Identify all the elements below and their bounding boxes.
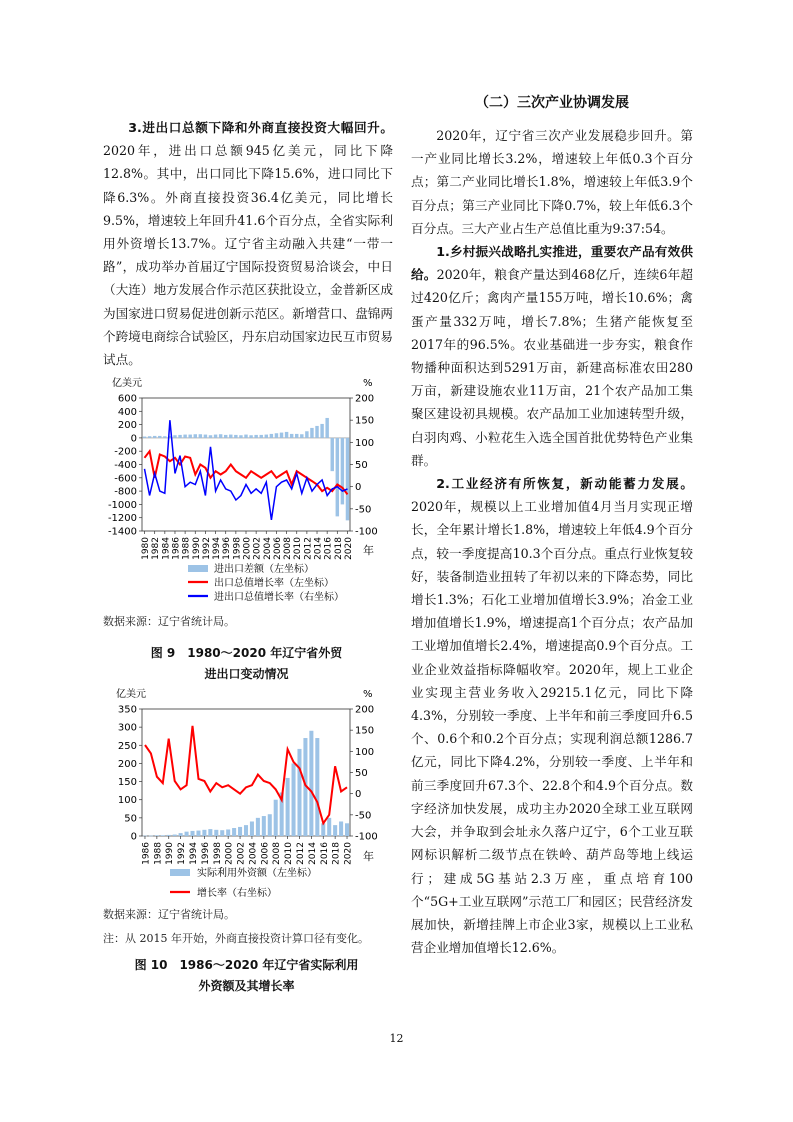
- trade-body: 2020年，进出口总额945亿美元，同比下降12.8%。其中，出口同比下降15.6%，进口同比下降6.3%。外商直接投资36.4亿美元，同比增长9.5%，增速较上年回升41.6个百分点，全省实际利用外资增长13.7%。辽宁省主动融入共建“一带一路”，成功举办首届辽宁国际投资贸易洽谈会，中日（大连）地方发展合作示范区获批设立，金普新区成为国家进口贸易促进创新示范区。新增营口、盘锦两个跨境电商综合试验区，丹东启动国家边民互市贸易试点。: [103, 143, 393, 368]
- fig10-bar: [155, 835, 159, 836]
- fig10-left-unit: 亿美元: [116, 689, 146, 700]
- fig9-right-tick-label: -50: [355, 504, 372, 516]
- fig9-bar: [336, 438, 339, 516]
- fig10-x-tick-label: 1990: [165, 842, 176, 865]
- fig9-x-tick-label: 1992: [201, 537, 212, 560]
- fig10-left-tick-label: 100: [117, 795, 137, 807]
- fig10-source: 数据来源：辽宁省统计局。: [103, 908, 235, 921]
- fig10-x-tick-label: 1998: [212, 842, 223, 865]
- fig10-x-tick-label: 2020: [343, 842, 354, 865]
- fig10-bar: [256, 818, 260, 836]
- industry-overview: 2020年，辽宁省三次产业发展稳步回升。第一产业同比增长3.2%，增速较上年低0.3个百分点；第二产业同比增长1.8%，增速较上年低3.9个百分点；第三产业同比下降0.7%，较上年低6.3个百分点。三大产业占生产总值比重为9:37:54。: [411, 128, 693, 236]
- fig10-legend: [170, 866, 317, 899]
- agriculture-body: 2020年，粮食产量达到468亿斤，连续6年超过420亿斤；禽肉产量155万吨，增长10.6%；禽蛋产量332万吨，增长7.8%；生猪产能恢复至2017年的96.5%。农业基础进一步夯实，粮食作物播种面积达到5291万亩，新建高标准农田280万亩，新建设施农业11万亩，21个农产品加工集聚区建设初具规模。农产品加工业加速转型升级，白羽肉鸡、小粒花生入选全国首批优势特色产业集群。: [411, 267, 693, 468]
- fig10-bar: [274, 800, 278, 836]
- fig9-caption-line1: 图 9 1980～2020 年辽宁省外贸: [150, 646, 343, 660]
- fig10-x-tick-label: 2006: [260, 842, 271, 865]
- figure10-chart: [100, 686, 390, 906]
- fig10-bar: [268, 814, 272, 836]
- fig10-left-tick-label: 150: [117, 777, 137, 789]
- fig9-bar: [153, 436, 156, 438]
- fig9-x-tick-label: 1990: [191, 537, 202, 560]
- fig9-bar: [214, 435, 217, 438]
- fig10-left-tick-label: 250: [117, 740, 137, 752]
- left-column: [103, 116, 393, 371]
- fig10-bar: [238, 827, 242, 836]
- fig10-left-tick-label: 350: [117, 704, 137, 716]
- fig9-right-tick-label: 100: [355, 437, 375, 449]
- fig10-bar: [262, 816, 266, 836]
- fig9-bar: [320, 424, 323, 438]
- fig9-bar: [173, 435, 176, 438]
- fig9-left-unit: 亿美元: [112, 378, 142, 389]
- fig10-right-unit: %: [363, 689, 373, 700]
- fig10-bar: [190, 831, 194, 836]
- fig9-bar: [224, 435, 227, 438]
- fig10-bar: [345, 823, 349, 836]
- fig10-bar: [286, 778, 290, 836]
- fig10-right-tick-label: -100: [355, 831, 378, 843]
- section-title: （二）三次产业协调发展: [475, 95, 629, 111]
- industry-paragraph: [411, 472, 693, 959]
- fig9-left-tick-label: -200: [114, 446, 137, 458]
- fig9-source: 数据来源：辽宁省统计局。: [103, 615, 235, 628]
- fig9-bar: [194, 434, 197, 438]
- fig9-bar: [234, 435, 237, 438]
- fig9-right-tick-label: -100: [355, 526, 378, 538]
- fig10-caption-line2: 外资额及其增长率: [198, 979, 295, 993]
- fig10-bar: [297, 749, 301, 836]
- fig10-bar: [315, 738, 319, 836]
- fig9-bar: [290, 434, 293, 438]
- fig9-bar: [259, 435, 262, 438]
- fig9-bar: [341, 438, 344, 505]
- fig9-bar: [178, 435, 181, 438]
- fig10-right-tick-label: 200: [355, 704, 375, 716]
- fig9-bar: [199, 434, 202, 438]
- fig9-bar: [315, 426, 318, 438]
- fig9-year-label: 年: [363, 544, 374, 557]
- fig9-x-tick-label: 1994: [212, 537, 223, 560]
- fig9-bar: [143, 437, 146, 438]
- fig10-caption-line1: 图 10 1986～2020 年辽宁省实际利用: [134, 958, 359, 972]
- fig9-left-tick-label: 0: [130, 433, 137, 445]
- fig10-left-tick-label: 300: [117, 722, 137, 734]
- fig10-bar: [226, 829, 230, 836]
- fig9-x-tick-label: 1988: [181, 537, 192, 560]
- fig9-x-tick-label: 2014: [313, 537, 324, 560]
- fig9-x-tick-label: 2010: [293, 537, 304, 560]
- fig10-bar: [196, 831, 200, 836]
- fig10-bar: [167, 835, 171, 836]
- fig9-left-tick-label: 600: [117, 393, 137, 405]
- fig9-x-tick-label: 2008: [283, 537, 294, 560]
- fig9-bar: [183, 435, 186, 438]
- fig10-legend-red: 增长率（右坐标）: [197, 888, 277, 899]
- figure9-chart: [100, 372, 390, 612]
- fig9-bar: [270, 434, 273, 438]
- fig10-bar: [244, 825, 248, 836]
- fig10-bar: [208, 829, 212, 836]
- fig9-right-tick-label: 0: [355, 482, 362, 494]
- fig10-bar: [220, 830, 224, 836]
- fig9-bar: [148, 436, 151, 438]
- fig9-bar: [188, 435, 191, 438]
- fig10-bar: [333, 825, 337, 836]
- fig10-x-tick-label: 2008: [272, 842, 283, 865]
- industry-body: 2020年，规模以上工业增加值4月当月实现正增长，全年累计增长1.8%，增速较上年低4.9个百分点，较一季度提高10.3个百分点。重点行业恢复较好，装备制造业扭转了年初以来的下降态势，同比增长1.3%；石化工业增加值增长3.9%；冶金工业增加值增长1.9%，增速提高1个百分点；农产品加工业增加值增长2.4%，增速提高0.9个百分点。工业企业效益指标降幅收窄。2020年，规上工业企业实现主营业务收入29215.1亿元，同比下降4.3%，分别较一季度、上半年和前三季度回升6.5个、0.6个和0.2个百分点；实现利润总额1286.7亿元，同比下降4.2%，分别较一季度、上半年和前三季度回升67.3个、22.8个和4.9个百分点。数字经济加快发展，成功主办2020全球工业互联网大会，并争取到会址永久落户辽宁，6个工业互联网标识解析二级节点在铁岭、葫芦岛等地上线运行；建成5G基站2.3万座，重点培育100个“5G+工业互联网”示范工厂和园区；民营经济发展加快，新增挂牌上市企业3家，规模以上工业私营企业增加值增长12.6%。: [411, 499, 693, 956]
- agriculture-heading: 1.乡村振兴战略扎实推进，重要农产品有效供给。: [411, 244, 693, 283]
- fig10-x-tick-label: 1986: [141, 842, 152, 865]
- fig10-note: 注：从 2015 年开始，外商直接投资计算口径有变化。: [103, 932, 369, 945]
- fig9-bar: [244, 435, 247, 438]
- fig10-x-tick-label: 2002: [236, 842, 247, 865]
- fig10-plot-area: [118, 705, 378, 865]
- fig9-x-tick-label: 1986: [171, 537, 182, 560]
- fig9-x-tick-label: 2002: [252, 537, 263, 560]
- fig9-legend-red: 出口总值增长率（左坐标）: [214, 578, 334, 589]
- fig10-bar: [292, 763, 296, 836]
- fig10-bar: [339, 821, 343, 836]
- fig9-plot-area: [108, 394, 378, 560]
- fig9-left-tick-label: -1000: [107, 499, 137, 511]
- fig9-legend-bar-swatch: [188, 565, 208, 572]
- fig10-legend-bar: 实际利用外资额（左坐标）: [197, 868, 317, 879]
- fig10-bar: [250, 821, 254, 836]
- fig10-x-tick-label: 1992: [177, 842, 188, 865]
- fig9-bar: [310, 428, 313, 438]
- fig9-x-tick-label: 2018: [333, 537, 344, 560]
- right-column: [411, 92, 693, 959]
- fig9-bar: [163, 436, 166, 438]
- fig10-legend-bar-swatch: [170, 869, 190, 876]
- fig10-bar: [173, 835, 177, 836]
- fig9-bar: [204, 435, 207, 438]
- fig9-bar: [305, 431, 308, 438]
- fig9-x-tick-label: 2004: [262, 537, 273, 560]
- fig9-caption: [103, 643, 390, 685]
- fig9-left-tick-label: -800: [114, 486, 137, 498]
- fig9-frame: [142, 398, 350, 531]
- fig10-x-tick-label: 2010: [284, 842, 295, 865]
- fig10-x-tick-label: 2000: [224, 842, 235, 865]
- fig9-legend: [188, 562, 344, 603]
- fig9-left-tick-label: -1200: [107, 513, 137, 525]
- fig9-x-tick-label: 1996: [222, 537, 233, 560]
- fig9-left-tick-label: -400: [114, 460, 137, 471]
- fig9-caption-line2: 进出口变动情况: [204, 667, 289, 681]
- fig9-right-tick-label: 50: [355, 460, 368, 471]
- fig9-x-tick-label: 1982: [151, 537, 162, 560]
- trade-paragraph: [103, 116, 393, 371]
- fig9-bar: [285, 432, 288, 438]
- fig9-left-tick-label: 200: [117, 420, 137, 432]
- fig9-left-tick-label: -600: [114, 473, 137, 485]
- fig10-x-tick-label: 1996: [200, 842, 211, 865]
- fig10-x-tick-label: 1988: [153, 842, 164, 865]
- fig10-bar: [214, 830, 218, 836]
- fig10-bar: [321, 823, 325, 836]
- fig9-left-tick-label: -1400: [107, 526, 137, 538]
- fig9-x-tick-label: 2000: [242, 537, 253, 560]
- fig9-right-tick-label: 200: [355, 393, 375, 405]
- fig9-left-tick-label: 400: [117, 406, 137, 418]
- fig10-right-tick-label: 150: [355, 725, 375, 737]
- fig9-bar: [229, 435, 232, 438]
- fig10-bar: [202, 830, 206, 836]
- fig10-x-tick-label: 1994: [189, 842, 200, 865]
- fig10-bar: [149, 836, 153, 837]
- fig10-x-tick-label: 2014: [307, 842, 318, 865]
- fig9-x-tick-label: 1998: [232, 537, 243, 560]
- fig9-x-tick-label: 1980: [141, 537, 152, 560]
- fig9-x-tick-label: 1984: [161, 537, 172, 560]
- trade-heading: 3.进出口总额下降和外商直接投资大幅回升。: [128, 120, 393, 135]
- fig9-x-tick-label: 2012: [303, 537, 314, 560]
- fig9-legend-blue: 进出口总值增长率（右坐标）: [214, 592, 344, 603]
- fig9-bar: [254, 435, 257, 438]
- fig9-x-tick-label: 2020: [343, 537, 354, 560]
- fig9-bar: [300, 434, 303, 438]
- fig10-x-tick-label: 2004: [248, 842, 259, 865]
- fig10-bar: [185, 832, 189, 836]
- fig10-bar: [327, 818, 331, 836]
- fig9-bar: [209, 435, 212, 438]
- fig9-bar: [249, 435, 252, 438]
- agriculture-paragraph: [411, 240, 693, 472]
- fig10-bar: [309, 731, 313, 836]
- fig9-bar: [331, 438, 334, 471]
- fig9-bar: [239, 435, 242, 438]
- fig10-caption: [103, 955, 390, 997]
- fig9-bar: [158, 436, 161, 438]
- fig9-right-tick-label: 150: [355, 415, 375, 427]
- fig9-bar: [280, 433, 283, 438]
- fig9-x-tick-label: 2016: [323, 537, 334, 560]
- fig10-x-tick-label: 2018: [331, 842, 342, 865]
- fig10-year-label: 年: [363, 850, 374, 863]
- fig9-bar: [275, 433, 278, 438]
- fig10-right-tick-label: -50: [355, 810, 372, 822]
- fig10-left-tick-label: 50: [124, 813, 137, 825]
- fig9-bar: [265, 435, 268, 438]
- page-number: 12: [389, 1032, 404, 1045]
- fig9-bar: [219, 434, 222, 438]
- fig10-right-tick-label: 50: [355, 768, 368, 779]
- fig10-right-tick-label: 0: [355, 789, 362, 801]
- fig10-left-tick-label: 0: [130, 831, 137, 843]
- fig10-bar: [179, 833, 183, 836]
- fig9-x-tick-label: 2006: [272, 537, 283, 560]
- fig9-bar: [295, 434, 298, 438]
- fig9-bar: [346, 438, 349, 520]
- fig10-bar: [161, 835, 165, 836]
- fig10-x-tick-label: 2012: [295, 842, 306, 865]
- fig10-bar: [232, 828, 236, 836]
- fig9-right-unit: %: [363, 378, 373, 389]
- fig10-right-tick-label: 100: [355, 746, 375, 758]
- industry-heading: 2.工业经济有所恢复，新动能蓄力发展。: [436, 476, 693, 492]
- fig9-legend-bar: 进出口差额（左坐标）: [214, 564, 314, 575]
- fig10-x-tick-label: 2016: [319, 842, 330, 865]
- fig9-bar: [325, 418, 328, 438]
- fig10-left-tick-label: 200: [117, 758, 137, 770]
